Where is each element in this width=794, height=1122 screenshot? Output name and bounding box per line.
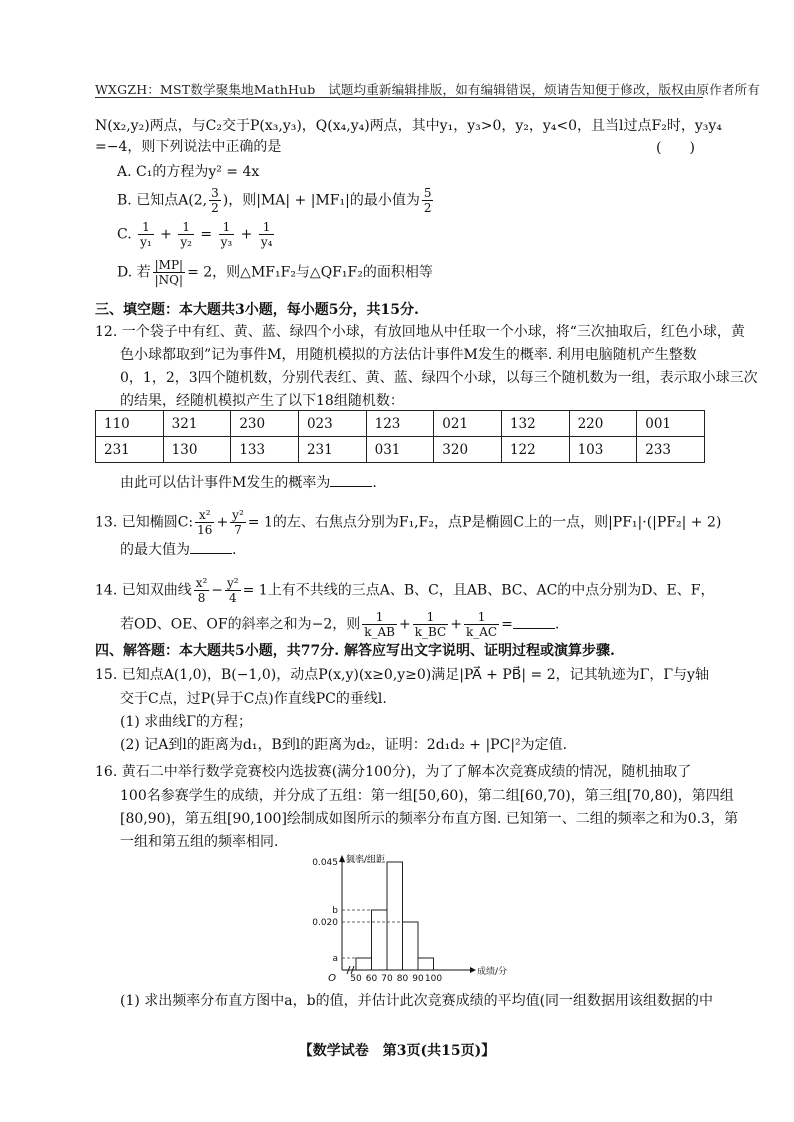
x-axis-arrow bbox=[470, 967, 476, 973]
y-tick-label: 0.020 bbox=[312, 918, 338, 928]
frac-den: 7 bbox=[234, 523, 242, 537]
y-tick-label: 0.045 bbox=[312, 858, 338, 868]
table-cell: 231 bbox=[298, 437, 366, 463]
q13-line2 bbox=[120, 540, 236, 560]
y-tick-label: a bbox=[332, 954, 338, 964]
frac-1-y4: $\frac{1}{\text{y₄}}$ bbox=[260, 220, 273, 249]
q12-line4: 的结果，经随机模拟产生了以下18组随机数： bbox=[120, 393, 404, 409]
frac-den: 2 bbox=[423, 201, 432, 215]
opt-c-label: C. bbox=[117, 226, 132, 243]
q14-line1 bbox=[95, 576, 714, 605]
q14-line2-pre: 若OD、OE、OF的斜率之和为−2，则 bbox=[120, 616, 361, 633]
x-axis-label: 成绩/分 bbox=[477, 967, 508, 977]
answer-blank[interactable] bbox=[513, 616, 555, 629]
frac-1-kab bbox=[362, 610, 397, 639]
table-cell: 110 bbox=[96, 411, 164, 437]
q15-sub1: (1) 求曲线Γ的方程； bbox=[120, 714, 252, 730]
period: . bbox=[554, 616, 560, 633]
table-cell: 133 bbox=[231, 437, 299, 463]
table-cell: 231 bbox=[96, 437, 164, 463]
q13-frac-y bbox=[230, 508, 246, 537]
period: . bbox=[372, 475, 377, 491]
frac-den: 4 bbox=[229, 591, 237, 605]
table-cell: 021 bbox=[434, 411, 502, 437]
q15-line2: 交于C点，过P(异于C点)作直线PC的垂线l. bbox=[120, 691, 387, 707]
frac-num: 3 bbox=[211, 186, 219, 200]
q16-line1: 16. 黄石二中举行数学竞赛校内选拔赛(满分100分)，为了了解本次竞赛成绩的情况，随机抽取了 bbox=[95, 764, 692, 780]
frac-den: 16 bbox=[197, 523, 213, 537]
table-cell: 321 bbox=[163, 411, 231, 437]
header-divider bbox=[95, 97, 703, 98]
q13-line2-text: 的最大值为 bbox=[120, 542, 190, 558]
q14-frac-y bbox=[225, 576, 241, 605]
y-axis-arrow bbox=[339, 855, 345, 862]
frac-num: 5 bbox=[423, 186, 432, 200]
frac-1-y2: $\frac{1}{\text{y₂}}$ bbox=[180, 220, 192, 249]
q15-line1: 15. 已知点A(1,0)，B(−1,0)，动点P(x,y)(x≥0,y≥0)满足|PA⃗ + PB⃗| = 2，记其轨迹为Γ，Γ与y轴 bbox=[95, 667, 709, 683]
origin-label: O bbox=[328, 973, 336, 984]
frac-1-kac bbox=[464, 610, 499, 639]
frac-1-y1: $\frac{1}{\text{y₁}}$ bbox=[140, 220, 152, 249]
x-tick-label: 50 bbox=[350, 974, 362, 984]
x-tick-label: 100 bbox=[424, 974, 443, 984]
frac-num: |MP| bbox=[154, 258, 184, 272]
histogram-bar bbox=[403, 922, 419, 970]
x-tick-label: 80 bbox=[396, 974, 409, 984]
q14-frac-x bbox=[194, 576, 210, 605]
q12-line2: 色小球都取到”记为事件M，用随机模拟的方法估计事件M发生的概率. 利用电脑随机产生整数 bbox=[120, 347, 697, 363]
q13-frac-x bbox=[195, 508, 214, 537]
q16-sub1: (1) 求出频率分布直方图中a，b的值，并估计此次竞赛成绩的平均值(同一组数据用该组数据的中 bbox=[120, 993, 714, 1009]
frac-num: 1 bbox=[362, 610, 397, 625]
q11-line1: N(x₂,y₂)两点，与C₂交于P(x₃,y₃)，Q(x₄,y₄)两点，其中y₁，y₃>0，y₂，y₄<0，且当l过点F₂时，y₃y₄ bbox=[95, 118, 722, 134]
table-cell: 233 bbox=[637, 437, 705, 463]
frac-num: x² bbox=[195, 508, 214, 523]
frac-den: k_AB bbox=[364, 625, 395, 639]
frac-num: y² bbox=[232, 508, 244, 522]
q12-answer-text: 由此可以估计事件M发生的概率为 bbox=[120, 475, 331, 491]
q16-line3: [80,90)，第五组[90,100]绘制成如图所示的频率分布直方图. 已知第一、二组的频率之和为0.3，第 bbox=[120, 811, 739, 827]
opt-d-frac bbox=[153, 258, 185, 287]
frac-den: |NQ| bbox=[154, 273, 184, 287]
table-cell: 122 bbox=[501, 437, 569, 463]
table-cell: 132 bbox=[501, 411, 569, 437]
section3-title: 三、填空题：本大题共3小题，每小题5分，共15分. bbox=[95, 302, 419, 318]
table-cell: 320 bbox=[434, 437, 502, 463]
frac-num: x² bbox=[195, 576, 208, 590]
table-cell: 031 bbox=[366, 437, 434, 463]
q11-option-b bbox=[117, 186, 435, 215]
q13-line1 bbox=[95, 508, 721, 537]
histogram-bar bbox=[372, 910, 388, 970]
x-tick-label: 60 bbox=[365, 974, 378, 984]
frac-den: 8 bbox=[197, 591, 206, 605]
random-number-table bbox=[95, 410, 705, 463]
frac-num: 1 bbox=[464, 610, 499, 625]
y-tick-label: b bbox=[332, 906, 338, 916]
table-cell: 230 bbox=[231, 411, 299, 437]
page-header: WXGZH：MST数学聚集地MathHub 试题均重新编辑排版，如有编辑错误，烦请告知便于修改，版权由原作者所有 bbox=[95, 82, 760, 97]
table-cell: 130 bbox=[163, 437, 231, 463]
table-cell: 001 bbox=[637, 411, 705, 437]
q11-line2: =−4，则下列说法中正确的是 bbox=[95, 139, 282, 155]
q11-option-d bbox=[117, 258, 433, 287]
period: . bbox=[232, 542, 237, 558]
table-cell: 123 bbox=[366, 411, 434, 437]
frac-num: 1 bbox=[413, 610, 449, 625]
q14-line2: 若OD、OE、OF的斜率之和为−2，则 $\frac{1}{k\_AB}$ + $\frac{1}{k\_BC}$ + $\frac{1}{k\_AC}$ = . bbox=[120, 610, 560, 639]
opt-b-frac bbox=[209, 186, 221, 215]
equals-sign: = bbox=[501, 616, 513, 633]
opt-d-pre: D. 若 bbox=[117, 264, 151, 281]
x-tick-label: 90 bbox=[412, 974, 424, 984]
plus-sign: + bbox=[216, 514, 229, 531]
table-cell: 023 bbox=[298, 411, 366, 437]
table-row bbox=[96, 411, 705, 437]
q11-option-a: A. C₁的方程为y² = 4x bbox=[117, 164, 260, 180]
frac-1-kbc bbox=[413, 610, 449, 639]
opt-b-value bbox=[422, 186, 434, 215]
q12-answer-line bbox=[120, 473, 377, 493]
histogram-bar bbox=[387, 862, 403, 970]
q14-pre: 14. 已知双曲线 bbox=[95, 582, 192, 599]
answer-blank[interactable] bbox=[330, 474, 372, 487]
frac-den: k_AC bbox=[465, 625, 498, 639]
table-row bbox=[96, 437, 705, 463]
q12-line1: 12. 一个袋子中有红、黄、蓝、绿四个小球，有放回地从中任取一个小球，将“三次抽取后，红色小球，黄 bbox=[95, 324, 745, 340]
table-cell: 103 bbox=[569, 437, 637, 463]
opt-b-mid: )，则|MA| + |MF₁|的最小值为 bbox=[222, 192, 420, 209]
y-axis-label: 频率/组距 bbox=[346, 855, 386, 865]
answer-paren: ( ) bbox=[656, 140, 695, 156]
frequency-histogram bbox=[290, 850, 508, 985]
table-cell: 220 bbox=[569, 411, 637, 437]
frac-den: 2 bbox=[211, 201, 219, 215]
histogram-bar bbox=[356, 958, 372, 970]
frac-1-y3: $\frac{1}{\text{y₃}}$ bbox=[220, 220, 233, 249]
frac-num: y² bbox=[227, 576, 239, 590]
page-footer: 【数学试卷 第3页(共15页)】 bbox=[298, 1043, 496, 1059]
opt-b-pre: B. 已知点A(2, bbox=[117, 192, 208, 209]
q16-line4: 一组和第五组的频率相同. bbox=[120, 834, 279, 850]
q12-line3: 0，1，2，3四个随机数，分别代表红、黄、蓝、绿四个小球，以每三个随机数为一组，表示取小球三次 bbox=[120, 370, 758, 386]
opt-d-post: = 2，则△MF₁F₂与△QF₁F₂的面积相等 bbox=[187, 264, 433, 281]
q15-sub2: (2) 记A到l的距离为d₁，B到l的距离为d₂，证明：2d₁d₂ + |PC|²为定值. bbox=[120, 737, 568, 753]
section4-title: 四、解答题：本大题共5小题，共77分. 解答应写出文字说明、证明过程或演算步骤. bbox=[95, 643, 615, 659]
q14-post: = 1上有不共线的三点A、B、C，且AB、BC、AC的中点分别为D、E、F， bbox=[242, 582, 715, 599]
q13-post: = 1的左、右焦点分别为F₁,F₂，点P是椭圆C上的一点，则|PF₁|·(|PF₂| + 2) bbox=[247, 514, 722, 531]
histogram-bar bbox=[418, 958, 434, 970]
frac-den: k_BC bbox=[414, 625, 447, 639]
q13-pre: 13. 已知椭圆C: bbox=[95, 514, 194, 531]
q16-line2: 100名参赛学生的成绩，并分成了五组：第一组[50,60)，第二组[60,70)，第三组[70,80)，第四组 bbox=[120, 788, 734, 804]
answer-blank[interactable] bbox=[190, 541, 232, 554]
minus-sign: − bbox=[211, 582, 224, 599]
x-tick-label: 70 bbox=[381, 974, 393, 984]
q11-option-c: C. $\frac{1}{\text{y₁}}$ + $\frac{1}{\text{y₂}}$ = $\frac{1}{\text{y₃}}$ + $\frac{1}{\text{y₄}}$ bbox=[117, 220, 273, 249]
